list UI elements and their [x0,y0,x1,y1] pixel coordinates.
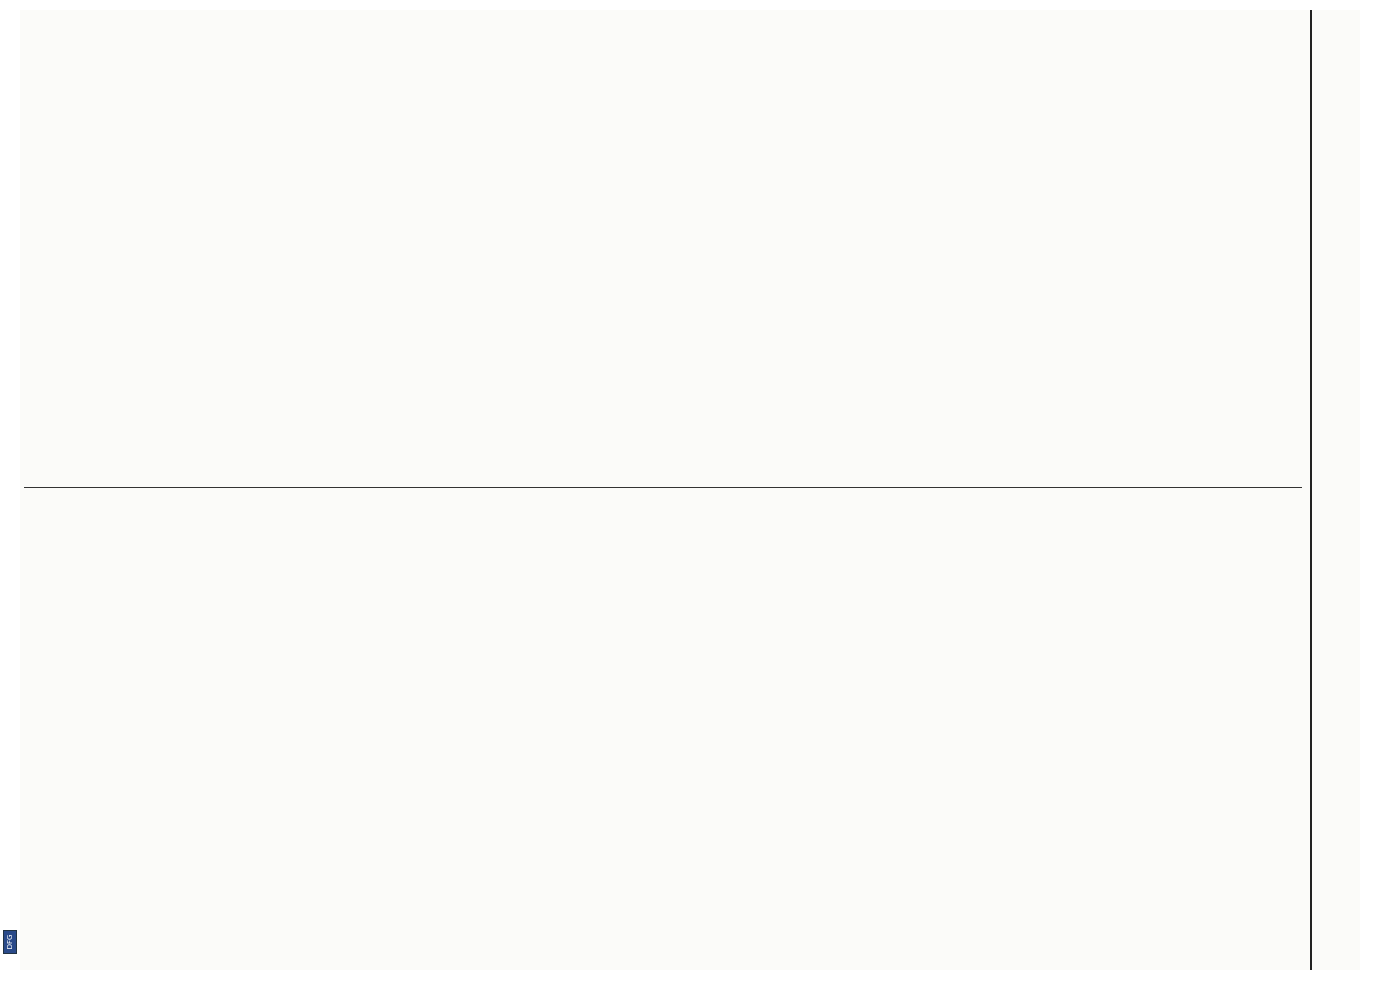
right-column [24,502,1302,964]
page-header [1310,10,1360,970]
dfg-logo-icon: DFG [3,930,17,954]
left-column [24,10,1302,472]
digitization-footer [2,0,18,960]
document-page [20,10,1360,970]
column-divider [24,487,1302,488]
